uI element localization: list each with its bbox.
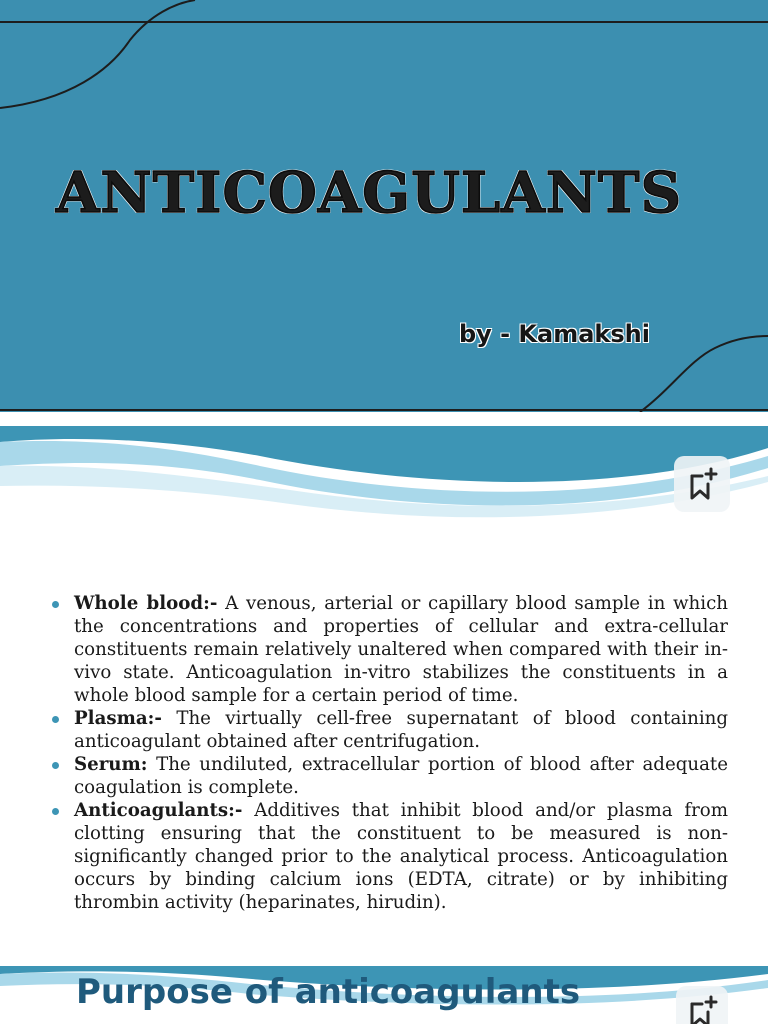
save-slide-button[interactable] [676, 986, 728, 1024]
definitions-slide [0, 426, 768, 966]
definitions-list [48, 592, 728, 914]
decorative-wave [0, 426, 768, 536]
title-slide [0, 0, 768, 412]
bookmark-add-icon [684, 466, 720, 502]
purpose-slide [0, 966, 768, 1024]
slide-title: Purpose of anticoagulants [76, 972, 581, 1012]
author-line: by - Kamakshi [458, 320, 650, 348]
term-label: Anticoagulants:- [74, 800, 243, 821]
save-slide-button[interactable] [674, 456, 730, 512]
list-item [48, 799, 728, 914]
term-label: Serum: [74, 754, 148, 775]
list-item [48, 753, 728, 799]
list-item [48, 592, 728, 707]
term-label: Plasma:- [74, 708, 162, 729]
term-definition: The undiluted, extracellular portion of blood after adequate coagulation is complete. [74, 754, 728, 798]
term-definition: Additives that inhibit blood and/or plasma from clotting ensuring that the constituent to be measured is non-significantly changed prior to the analytical process. Anticoagulation occurs by binding calcium ions (EDTA, citrate) or by inhibiting thrombin activity (heparinates, hirudin). [74, 800, 728, 913]
term-label: Whole blood:- [74, 593, 218, 614]
term-definition: The virtually cell-free supernatant of blood containing anticoagulant obtained after centrifugation. [74, 708, 728, 752]
term-definition: A venous, arterial or capillary blood sample in which the concentrations and properties of cellular and extra-cellular constituents remain relatively unaltered when compared with their in-vivo state. Anticoagulation in-vitro stabilizes the constituents in a whole blood sample for a certain period of time. [74, 593, 728, 706]
list-item [48, 707, 728, 753]
slide-gap [0, 412, 768, 426]
bookmark-add-icon [684, 994, 720, 1024]
slide-title: ANTICOAGULANTS [55, 160, 683, 226]
